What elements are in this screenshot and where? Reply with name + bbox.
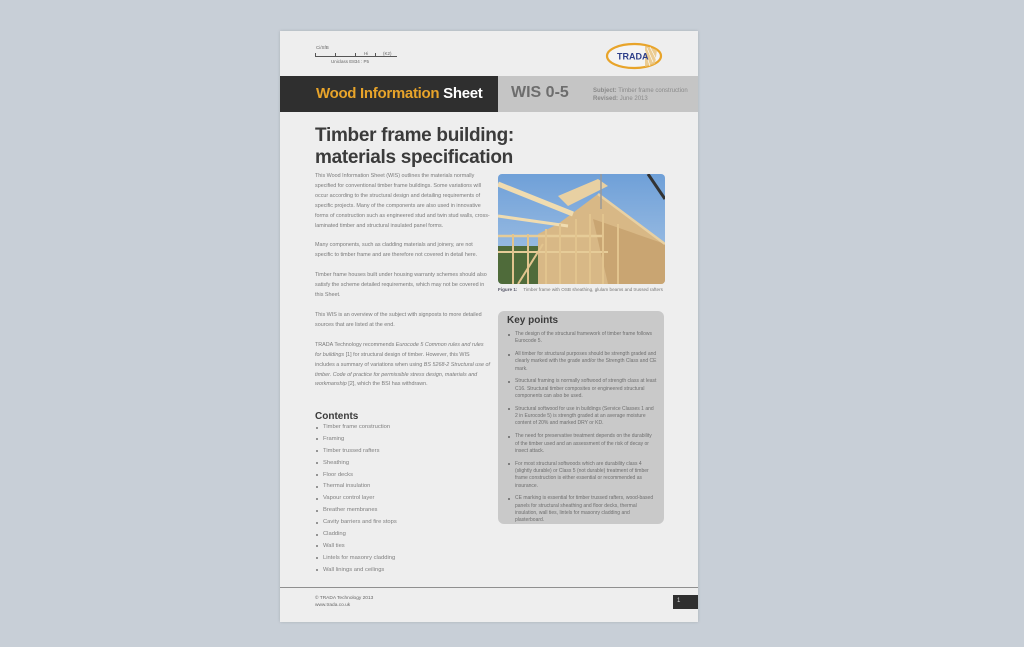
contents-item: Timber trussed rafters (315, 448, 397, 460)
contents-item: Lintels for masonry cladding (315, 555, 397, 567)
header-title-block (280, 76, 498, 112)
paragraph: This Wood Information Sheet (WIS) outlines the materials normally specified for conventional timber frame buildings. Some variations will occur according to the structural design and detailing requirements of specific projects. Many of the components are also used in innovative forms of construction such as engineered stud and twin stud walls, cross-laminated timber and structural insulated panel forms. (315, 173, 490, 229)
classification-code (315, 45, 397, 67)
timber-frame-photo (498, 174, 665, 284)
revised-value: June 2013 (619, 96, 648, 102)
paragraph: Many components, such as cladding materials and joinery, are not specific to timber frame and are therefore not covered in detail here. (315, 242, 478, 259)
paragraph: TRADA Technology recommends Eurocode 5 Common rules and rules for buildings [1] for structural design of timber. However, this WIS includes a summary of variations when using BS 5268-2 Structural use of timber. Code of practice for permissible stress design, materials and workmanship [2], which the BSI has withdrawn. (315, 341, 490, 388)
cisfb-code: Ci/SfB (316, 45, 329, 50)
document-page (280, 31, 698, 622)
key-points-list (507, 331, 657, 530)
cisfb-mid-code: Hi (364, 51, 369, 56)
contents-item: Floor decks (315, 472, 397, 484)
footer-divider (280, 587, 698, 588)
subject-value: Timber frame construction (618, 88, 688, 94)
sheet-meta (593, 87, 688, 103)
uniclass-code: Uniclass E834 : P5 (331, 59, 370, 64)
contents-item: Sheathing (315, 460, 397, 472)
intro-text (315, 172, 490, 400)
series-title (316, 85, 482, 102)
contents-item: Cavity barriers and fire stops (315, 519, 397, 531)
key-point: Structural softwood for use in buildings (Service Classes 1 and 2 in Eurocode 5) is strength graded at an average moisture content of 20% and marked DRY or KD. (507, 406, 657, 428)
key-point: CE marking is essential for timber trussed rafters, wood-based panels for structural sheathing and floor decks, thermal insulation, wall ties, lintels for masonry cladding and plasterboard. (507, 495, 657, 524)
footer (315, 595, 373, 609)
key-point: The need for preservative treatment depends on the durability of the timber used and an assessment of the risk of decay or insect attack. (507, 433, 657, 455)
website-link[interactable]: www.trada.co.uk (315, 603, 351, 608)
key-point: The design of the structural framework of timber frame follows Eurocode 5. (507, 331, 657, 346)
document-title (315, 125, 514, 169)
title-line-1: Timber frame building: (315, 125, 514, 146)
copyright: © TRADA Technology 2013 (315, 596, 374, 601)
contents-item: Wall linings and ceilings (315, 567, 397, 579)
rule-tick (335, 53, 336, 57)
header-meta-block (498, 76, 698, 112)
cisfb-right-code: (K2) (383, 51, 392, 56)
figure-caption-text: Timber frame with OSB sheathing, glulam beams and trussed rafters (523, 287, 663, 292)
series-title-accent: Wood Information (316, 85, 440, 102)
header-band (280, 76, 698, 112)
page-number: 1 (673, 595, 698, 609)
subject-label: Subject: (593, 88, 617, 94)
contents-list (315, 424, 397, 579)
key-points-box (498, 311, 664, 524)
svg-text:TRADA: TRADA (617, 51, 649, 62)
contents-item: Thermal insulation (315, 483, 397, 495)
contents-heading: Contents (315, 411, 359, 422)
rule-tick (355, 53, 356, 57)
contents-item: Framing (315, 436, 397, 448)
key-point: All timber for structural purposes should be strength graded and clearly marked with the grade and/or the Strength Class and CE mark. (507, 351, 657, 373)
key-points-heading: Key points (507, 315, 559, 326)
series-title-rest: Sheet (443, 85, 483, 102)
rule-tick (375, 53, 376, 57)
sheet-code: WIS 0-5 (511, 84, 569, 101)
paragraph: This WIS is an overview of the subject with signposts to more detailed sources that are listed at the end. (315, 311, 482, 328)
classification-rule (315, 56, 397, 57)
figure-label: Figure 1: (498, 287, 518, 292)
rule-tick (315, 53, 316, 57)
contents-item: Vapour control layer (315, 495, 397, 507)
title-line-2: materials specification (315, 147, 513, 168)
contents-item: Breather membranes (315, 507, 397, 519)
key-point: Structural framing is normally softwood of strength class at least C16. Structural timber composites or engineered structural components can also be used. (507, 378, 657, 400)
revised-label: Revised: (593, 96, 619, 102)
paragraph: Timber frame houses built under housing warranty schemes should also satisfy the scheme detailed requirements, which may not be covered in this Sheet. (315, 272, 487, 299)
figure-caption (498, 287, 665, 293)
contents-item: Timber frame construction (315, 424, 397, 436)
contents-item: Cladding (315, 531, 397, 543)
key-point: For most structural softwoods which are durability class 4 (slightly durable) or Class 5 (not durable) treatment of timber frame construction is either essential or recommended as insurance. (507, 461, 657, 490)
contents-item: Wall ties (315, 543, 397, 555)
trada-logo (605, 42, 663, 70)
